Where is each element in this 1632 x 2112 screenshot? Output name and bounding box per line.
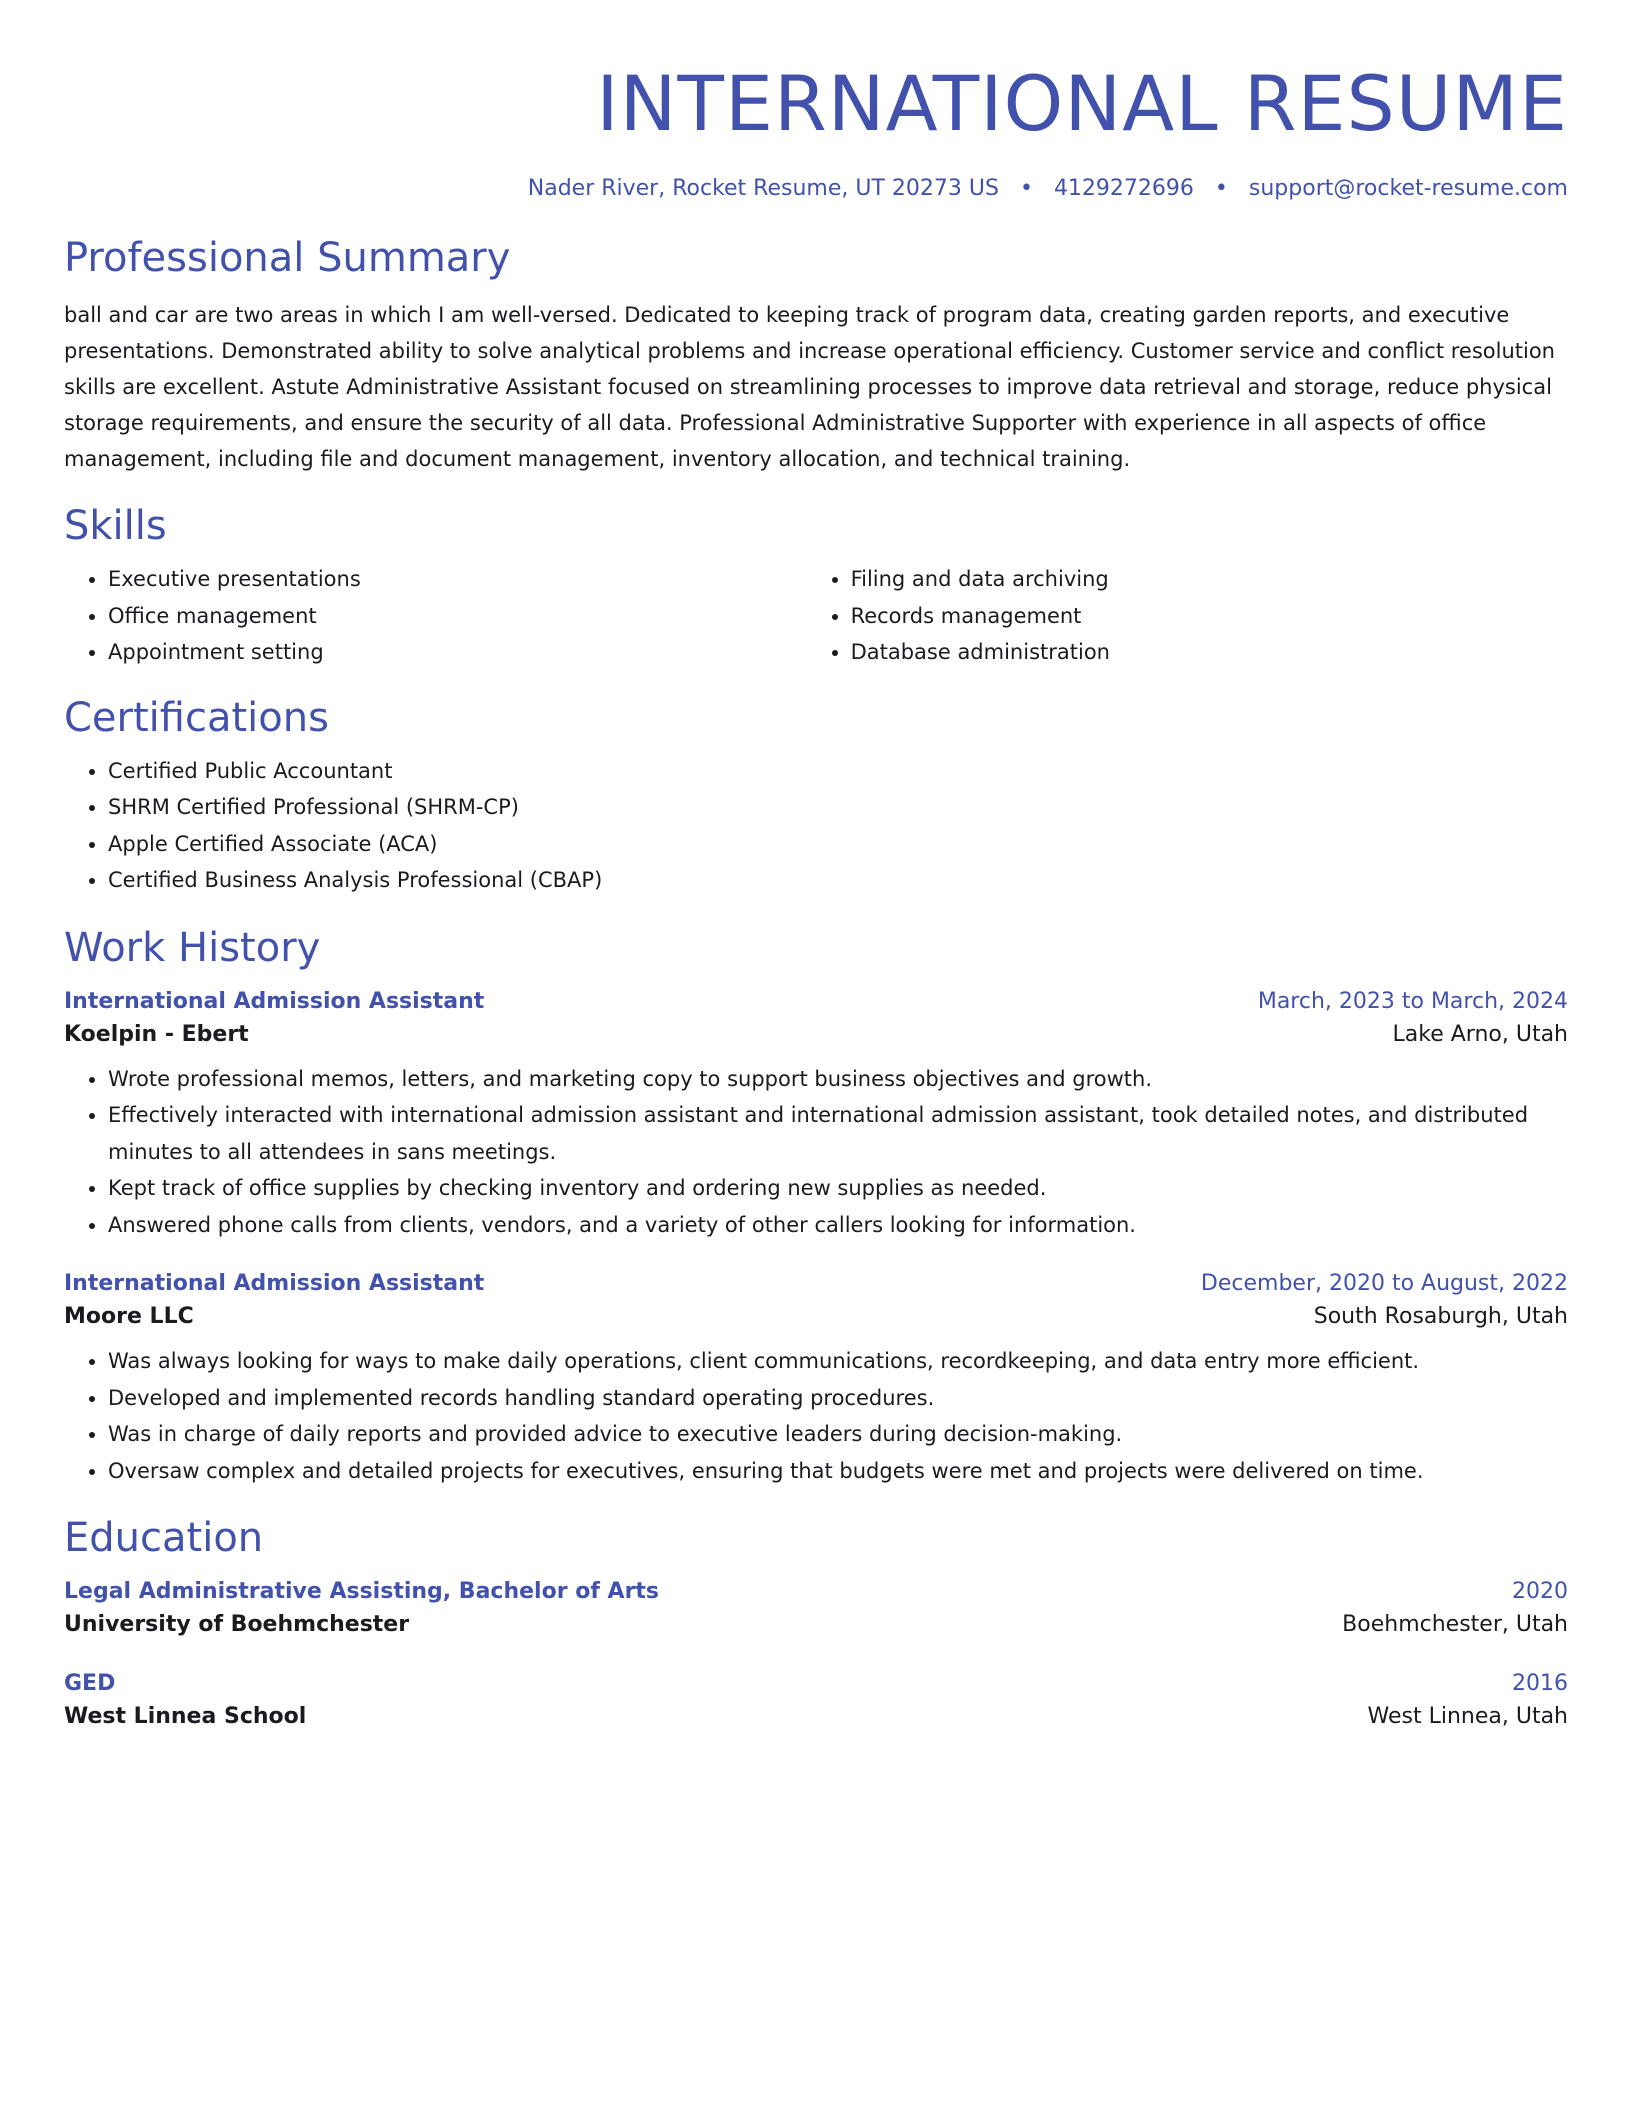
job-title-row — [64, 989, 1568, 1014]
job-bullet: • Was in charge of daily reports and provided advice to executive leaders during decision-making. — [108, 1416, 1568, 1453]
skills-list-left — [64, 561, 807, 671]
skill-item: • Records management — [851, 598, 1568, 635]
education-school: University of Boehmchester — [64, 1612, 410, 1637]
education-location: West Linnea, Utah — [1367, 1704, 1568, 1729]
skills-list-right — [807, 561, 1568, 671]
job-bullet: • Oversaw complex and detailed projects for executives, ensuring that budgets were met and projects were delivered on time. — [108, 1453, 1568, 1490]
job-title: International Admission Assistant — [64, 1271, 485, 1296]
certification-item: • Certified Public Accountant — [108, 753, 1568, 790]
education-degree: GED — [64, 1671, 116, 1696]
job-employer: Koelpin - Ebert — [64, 1021, 249, 1047]
contact-line — [64, 176, 1568, 201]
summary-heading: Professional Summary — [64, 235, 511, 281]
job-bullet: • Effectively interacted with international admission assistant and international admission assistant, took detailed notes, and distributed minutes to all attendees in sans meetings. — [108, 1097, 1568, 1170]
job-dates: March, 2023 to March, 2024 — [1257, 988, 1568, 1014]
work-history-heading: Work History — [64, 924, 321, 971]
education-location: Boehmchester, Utah — [1342, 1612, 1568, 1637]
resume-title: INTERNATIONAL RESUME — [596, 59, 1568, 148]
skills-section — [64, 499, 1568, 671]
skills-grid — [64, 561, 1568, 671]
education-degree-row — [64, 1579, 1568, 1604]
skill-item: • Appointment setting — [108, 634, 807, 671]
job-bullet: • Was always looking for ways to make daily operations, client communications, recordkeeping, and data entry more efficient. — [108, 1343, 1568, 1380]
job-entry — [64, 989, 1568, 1244]
job-title-row — [64, 1271, 1568, 1296]
job-employer: Moore LLC — [64, 1304, 194, 1329]
education-degree-row — [64, 1671, 1568, 1696]
skill-item: • Executive presentations — [108, 561, 807, 598]
skill-item: • Database administration — [851, 634, 1568, 671]
job-title: International Admission Assistant — [64, 988, 485, 1014]
contact-separator: • — [1019, 176, 1033, 201]
education-year: 2020 — [1512, 1579, 1568, 1604]
education-degree: Legal Administrative Assisting, Bachelor of Arts — [64, 1579, 660, 1604]
education-school: West Linnea School — [64, 1704, 307, 1729]
certifications-section — [64, 691, 1568, 899]
contact-separator: • — [1214, 176, 1228, 201]
education-entry — [64, 1579, 1568, 1637]
skill-item: • Office management — [108, 598, 807, 635]
education-year: 2016 — [1512, 1671, 1568, 1696]
education-heading: Education — [64, 1515, 264, 1561]
job-bullet: • Answered phone calls from clients, vendors, and a variety of other callers looking for information. — [108, 1207, 1568, 1244]
certifications-list — [64, 753, 1568, 899]
education-entry — [64, 1671, 1568, 1729]
job-employer-row — [64, 1022, 1568, 1047]
skills-heading: Skills — [64, 503, 167, 549]
job-entry — [64, 1271, 1568, 1489]
education-school-row — [64, 1612, 1568, 1637]
job-bullet: • Kept track of office supplies by checking inventory and ordering new supplies as needed. — [108, 1170, 1568, 1207]
job-dates: December, 2020 to August, 2022 — [1200, 1271, 1568, 1296]
certifications-heading: Certifications — [64, 694, 329, 741]
education-section — [64, 1511, 1568, 1729]
contact-phone[interactable]: 4129272696 — [1053, 176, 1194, 201]
job-bullets — [64, 1343, 1568, 1489]
job-bullets — [64, 1061, 1568, 1244]
job-location: South Rosaburgh, Utah — [1313, 1304, 1568, 1329]
summary-text: ball and car are two areas in which I am well-versed. Dedicated to keeping track of program data, creating garden reports, and executive presentations. Demonstrated ability to solve analytical problems and increase operational efficiency. Customer service and conflict resolution skills are excellent. Astute Administrative Assistant focused on streamlining processes to improve data retrieval and storage, reduce physical storage requirements, and ensure the security of all data. Professional Administrative Supporter with experience in all aspects of office management, including file and document management, inventory allocation, and technical training. — [64, 303, 1555, 471]
job-bullet: • Developed and implemented records handling standard operating procedures. — [108, 1380, 1568, 1417]
certification-item: • Certified Business Analysis Professional (CBAP) — [108, 862, 1568, 899]
job-employer-row — [64, 1304, 1568, 1329]
contact-address: Nader River, Rocket Resume, UT 20273 US — [527, 176, 999, 201]
job-location: Lake Arno, Utah — [1392, 1021, 1568, 1047]
certification-item: • SHRM Certified Professional (SHRM-CP) — [108, 789, 1568, 826]
contact-email[interactable]: support@rocket-resume.com — [1248, 176, 1568, 201]
education-school-row — [64, 1704, 1568, 1729]
work-history-section — [64, 921, 1568, 1490]
certification-item: • Apple Certified Associate (ACA) — [108, 826, 1568, 863]
summary-section — [64, 231, 1568, 477]
skill-item: • Filing and data archiving — [851, 561, 1568, 598]
job-bullet: • Wrote professional memos, letters, and marketing copy to support business objectives and growth. — [108, 1061, 1568, 1098]
